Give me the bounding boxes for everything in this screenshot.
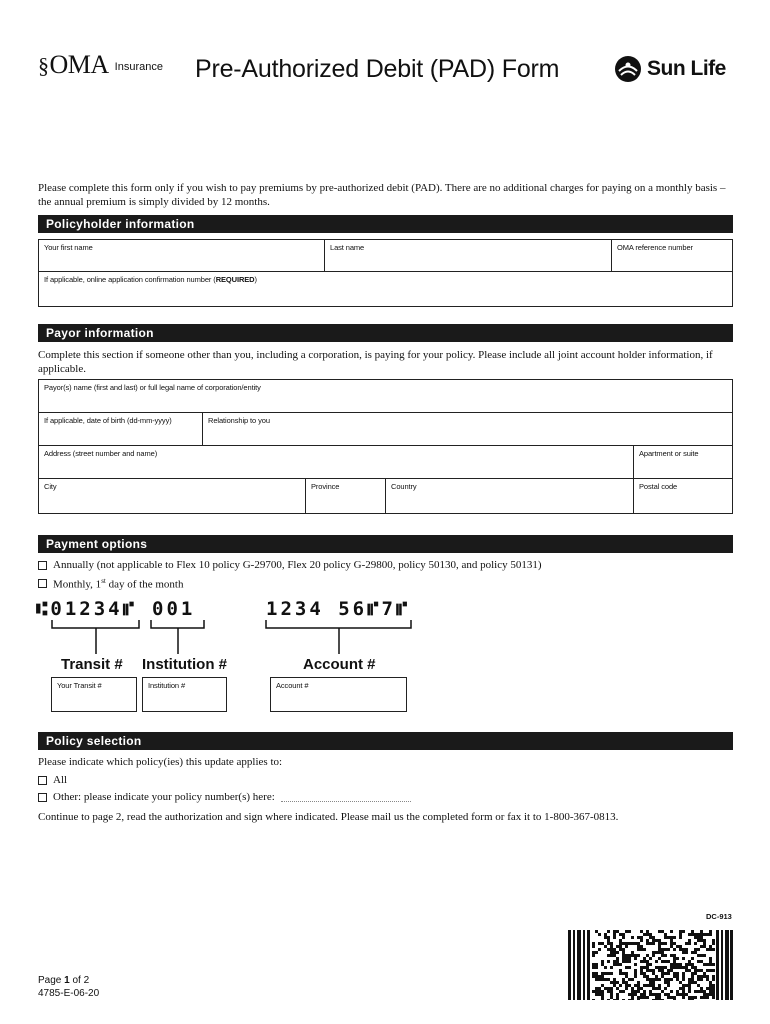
annually-checkbox[interactable] — [38, 561, 47, 570]
cheque-brackets — [36, 618, 416, 658]
country-field[interactable] — [385, 478, 634, 514]
micr-account-digits: 1234 56⑈7⑈ — [266, 598, 411, 620]
last-name-field[interactable] — [324, 239, 612, 272]
all-checkbox[interactable] — [38, 776, 47, 785]
account-field-label: Account # — [276, 681, 309, 690]
oma-insurance-logo — [38, 50, 178, 82]
institution-label: Institution # — [142, 656, 227, 673]
oma-logo-sub: Insurance — [114, 61, 163, 73]
monthly-checkbox[interactable] — [38, 579, 47, 588]
city-label: City — [44, 482, 57, 491]
page-footer — [38, 974, 99, 1000]
transit-field[interactable] — [51, 677, 137, 712]
first-name-label: Your first name — [44, 243, 93, 252]
address-label: Address (street number and name) — [44, 449, 158, 458]
form-title: Pre-Authorized Debit (PAD) Form — [195, 55, 560, 83]
policy-selection-prompt: Please indicate which policy(ies) this update applies to: — [38, 756, 283, 768]
barcode-image — [568, 930, 733, 1000]
country-label: Country — [391, 482, 417, 491]
oma-logo-text: OMA — [49, 50, 109, 79]
apartment-field[interactable] — [633, 445, 733, 479]
payor-name-label: Payor(s) name (first and last) or full legal name of corporation/entity — [44, 383, 261, 392]
policyholder-heading: Policyholder information — [38, 215, 733, 233]
micr-institution-digits: 001 — [152, 598, 196, 620]
transit-label: Transit # — [61, 656, 123, 673]
policy-selection-heading: Policy selection — [38, 732, 733, 750]
sun-icon — [613, 54, 643, 84]
monthly-label: Monthly, 1st day of the month — [53, 577, 184, 591]
dc-code: DC-913 — [706, 912, 732, 921]
dob-label: If applicable, date of birth (dd-mm-yyyy) — [44, 416, 172, 425]
last-name-label: Last name — [330, 243, 365, 252]
postal-code-field[interactable] — [633, 478, 733, 514]
annually-label: Annually (not applicable to Flex 10 policy G-29700, Flex 20 policy G-29800, policy 50130, and policy 50131) — [53, 559, 542, 571]
confirmation-number-label: If applicable, online application confirmation number (REQUIRED) — [44, 275, 257, 284]
form-code: 4785-E-06-20 — [38, 988, 100, 999]
first-name-field[interactable] — [38, 239, 325, 272]
transit-field-label: Your Transit # — [57, 681, 102, 690]
page-number: Page 1 of 2 — [38, 975, 90, 986]
institution-field[interactable] — [142, 677, 227, 712]
dob-field[interactable] — [38, 412, 203, 446]
all-label: All — [53, 774, 68, 786]
city-field[interactable] — [38, 478, 306, 514]
address-field[interactable] — [38, 445, 634, 479]
payment-options-heading: Payment options — [38, 535, 733, 553]
confirmation-number-field[interactable] — [38, 271, 733, 307]
continue-instructions: Continue to page 2, read the authorization and sign where indicated. Please mail us the completed form or fax it to 1-800-367-0813. — [38, 811, 619, 823]
intro-text: Please complete this form only if you wish to pay premiums by pre-authorized debit (PAD). There are no additional charges for paying on a monthly basis – the annual premium is simply divided by 12 months. — [38, 182, 726, 208]
account-label: Account # — [303, 656, 376, 673]
province-field[interactable] — [305, 478, 386, 514]
institution-field-label: Institution # — [148, 681, 186, 690]
account-field[interactable] — [270, 677, 407, 712]
postal-code-label: Postal code — [639, 482, 678, 491]
other-checkbox[interactable] — [38, 793, 47, 802]
micr-transit-digits: ⑆01234⑈ — [36, 598, 137, 620]
sunlife-logo-text: Sun Life — [647, 57, 726, 80]
payor-note: Complete this section if someone other than you, including a corporation, is paying for your policy. Please include all joint account holder information, if applicable. — [38, 349, 713, 375]
sunlife-logo — [613, 52, 726, 86]
annually-option[interactable] — [38, 559, 542, 571]
relationship-label: Relationship to you — [208, 416, 270, 425]
province-label: Province — [311, 482, 340, 491]
payor-heading: Payor information — [38, 324, 733, 342]
oma-reference-label: OMA reference number — [617, 243, 693, 252]
all-option[interactable] — [38, 774, 67, 786]
other-option[interactable] — [38, 791, 411, 803]
payor-name-field[interactable] — [38, 379, 733, 413]
oma-caduceus-icon: § — [38, 53, 49, 78]
relationship-field[interactable] — [202, 412, 733, 446]
other-label: Other: please indicate your policy number(s) here: — [53, 791, 275, 803]
oma-reference-field[interactable] — [611, 239, 733, 272]
apartment-label: Apartment or suite — [639, 449, 699, 458]
monthly-option[interactable] — [38, 577, 183, 591]
policy-number-input[interactable] — [281, 792, 411, 802]
